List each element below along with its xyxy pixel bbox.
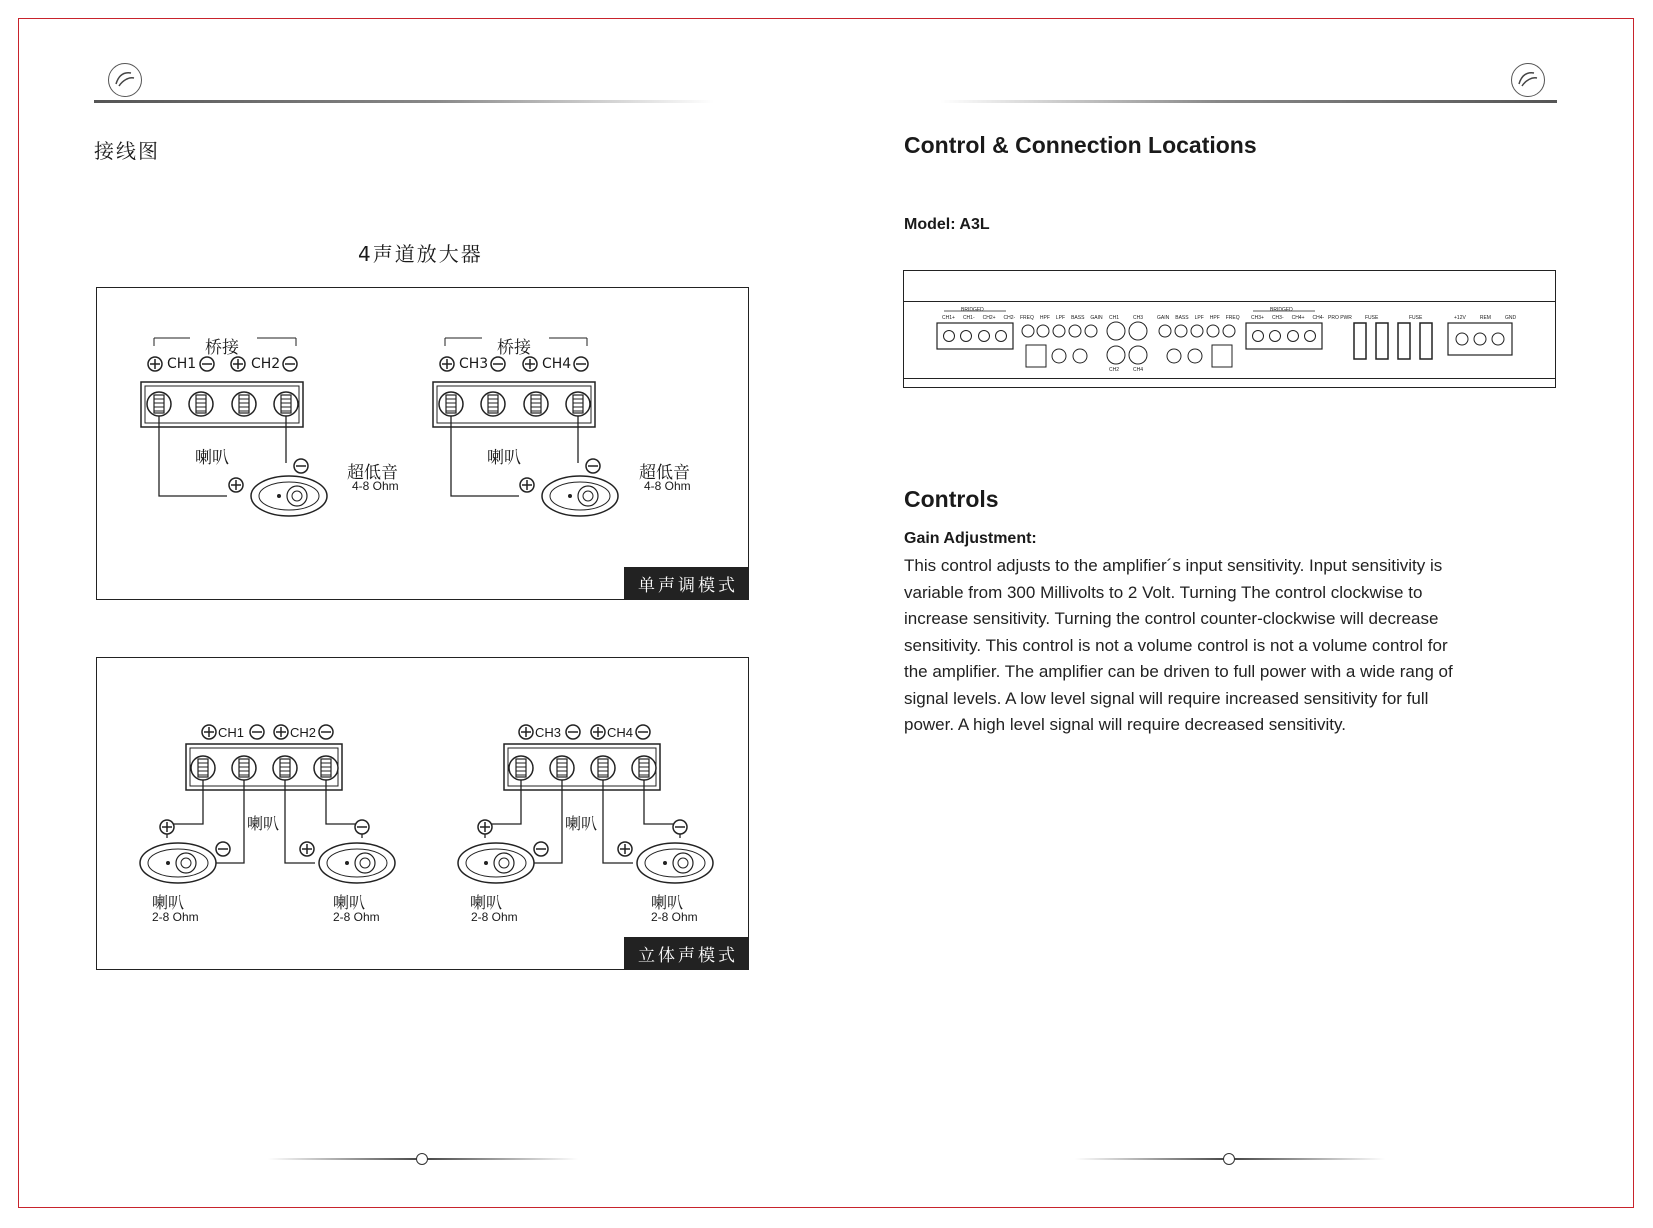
stereo-left-ohm-1: 2-8 Ohm xyxy=(152,910,199,924)
panel-ctl-b-gain: GAIN xyxy=(1157,315,1170,321)
panel-power-labels xyxy=(1454,315,1516,321)
panel-terminal-ch1-minus: CH1- xyxy=(962,315,975,321)
panel-terminal-ch2-plus: CH2+ xyxy=(982,315,996,321)
footer-page-marker-left xyxy=(416,1153,428,1165)
stereo-mode-badge: 立体声模式 xyxy=(624,937,748,969)
gain-line-5: the amplifier. The amplifier can be driven to full power with a wide rang of xyxy=(904,662,1453,681)
header-rule-left xyxy=(94,100,714,103)
stereo-right-ohm-1: 2-8 Ohm xyxy=(333,910,380,924)
amp-title: 4声道放大器 xyxy=(358,242,483,266)
stereo-left-ohm-2: 2-8 Ohm xyxy=(471,910,518,924)
panel-power-gnd: GND xyxy=(1504,315,1517,321)
gain-line-2: variable from 300 Millivolts to 2 Volt. Turning The control clockwise to xyxy=(904,582,1423,602)
sub-ohm-1: 4-8 Ohm xyxy=(352,479,399,493)
brand-logo-left xyxy=(108,63,142,97)
panel-pro-pwr-label: PRO PWR xyxy=(1328,315,1352,321)
mono-wiring-diagram xyxy=(96,287,749,600)
panel-rca-ch1: CH1 xyxy=(1109,315,1120,321)
sub-label-2: 超低音 xyxy=(639,463,690,483)
panel-terminal-ch1-plus: CH1+ xyxy=(942,315,955,321)
panel-bridged-label-right: BRIDGED xyxy=(1270,307,1293,313)
panel-terminal-ch4-plus: CH4+ xyxy=(1291,315,1305,321)
model-label: Model: xyxy=(904,216,956,233)
gain-paragraph xyxy=(904,553,1524,739)
controls-heading: Controls xyxy=(904,486,999,512)
panel-power-12v: +12V xyxy=(1454,315,1466,321)
panel-terminal-ch3-plus: CH3+ xyxy=(1251,315,1264,321)
panel-controls-a-labels xyxy=(1020,315,1103,321)
speaker-label-2: 喇叭 xyxy=(487,448,521,468)
footer-page-marker-right xyxy=(1223,1153,1235,1165)
stereo-left-label-1: 喇叭 xyxy=(152,893,185,912)
panel-bridged-label-left: BRIDGED xyxy=(961,307,984,313)
panel-terminal-ch3-minus: CH3- xyxy=(1271,315,1284,321)
panel-rca-top-labels xyxy=(1109,315,1143,321)
mono-mode-badge: 单声调模式 xyxy=(624,567,748,599)
panel-terminal-ch2-minus: CH2- xyxy=(1003,315,1016,321)
panel-fuse-label-2: FUSE xyxy=(1409,315,1423,321)
sub-label-1: 超低音 xyxy=(347,463,398,483)
stereo-ch-label-1a: CH1 xyxy=(218,725,245,740)
stereo-ch-label-2a: CH3 xyxy=(535,725,562,740)
panel-rca-ch4: CH4 xyxy=(1133,367,1144,373)
panel-ctl-b-freq: FREQ xyxy=(1225,315,1240,321)
panel-controls-b-labels xyxy=(1157,315,1240,321)
panel-rca-ch2: CH2 xyxy=(1109,367,1120,373)
stereo-ch-label-2b: CH4 xyxy=(607,725,634,740)
gain-heading: Gain Adjustment: xyxy=(904,530,1037,547)
stereo-right-label-2: 喇叭 xyxy=(651,893,684,912)
stereo-group-1 xyxy=(140,725,395,883)
panel-ctl-a-hpf: HPF xyxy=(1039,315,1050,321)
panel-ctl-a-lpf: LPF xyxy=(1055,315,1066,321)
panel-right-terminal-labels xyxy=(1251,315,1324,321)
brand-logo-right xyxy=(1511,63,1545,97)
panel-ctl-b-lpf: LPF xyxy=(1194,315,1204,321)
model-value: A3L xyxy=(959,216,990,233)
amplifier-panel xyxy=(903,270,1556,388)
gain-line-1: This control adjusts to the amplifier´s input sensitivity. Input sensitivity is xyxy=(904,556,1443,575)
panel-left-terminal-labels xyxy=(942,315,1015,321)
section-title: 接线图 xyxy=(94,139,160,163)
ch-label-2a: CH3 xyxy=(459,356,489,372)
panel-ctl-a-freq: FREQ xyxy=(1020,315,1034,321)
model-line xyxy=(904,216,990,234)
stereo-right-label-1: 喇叭 xyxy=(333,893,366,912)
bridge-label-2: 桥接 xyxy=(497,338,531,358)
panel-rca-ch3: CH3 xyxy=(1133,315,1144,321)
page-title: Control & Connection Locations xyxy=(904,132,1257,158)
bridge-label-1: 桥接 xyxy=(205,338,239,358)
ch-label-1a: CH1 xyxy=(167,356,197,372)
panel-rca-bottom-labels xyxy=(1109,367,1143,373)
panel-fuse-label-1: FUSE xyxy=(1365,315,1379,321)
gain-line-6: signal levels. A low level signal will require increased sensitivity for full xyxy=(904,688,1429,708)
ch-label-1b: CH2 xyxy=(251,356,281,372)
panel-terminal-ch4-minus: CH4- xyxy=(1312,315,1325,321)
panel-ctl-b-hpf: HPF xyxy=(1209,315,1220,321)
header-rule-right xyxy=(940,100,1557,103)
speaker-label-1: 喇叭 xyxy=(195,448,229,468)
panel-ctl-a-gain: GAIN xyxy=(1090,315,1103,321)
panel-ctl-a-bass: BASS xyxy=(1071,315,1085,321)
stereo-left-label-2: 喇叭 xyxy=(470,893,503,912)
stereo-right-ohm-2: 2-8 Ohm xyxy=(651,910,698,924)
stereo-ch-label-1b: CH2 xyxy=(290,725,317,740)
ch-label-2b: CH4 xyxy=(542,356,572,372)
stereo-wiring-diagram xyxy=(96,657,749,970)
panel-power-rem: REM xyxy=(1479,315,1491,321)
gain-line-4: sensitivity. This control is not a volume control is not a volume control for xyxy=(904,635,1448,655)
stereo-center-label-1: 喇叭 xyxy=(247,814,280,833)
stereo-group-2 xyxy=(458,725,713,883)
gain-line-3: increase sensitivity. Turning the control counter-clockwise will decrease xyxy=(904,609,1439,628)
sub-ohm-2: 4-8 Ohm xyxy=(644,479,691,493)
gain-line-7: power. A high level signal will require decreased sensitivity. xyxy=(904,715,1346,734)
panel-ctl-b-bass: BASS xyxy=(1175,315,1189,321)
stereo-center-label-2: 喇叭 xyxy=(565,814,598,833)
